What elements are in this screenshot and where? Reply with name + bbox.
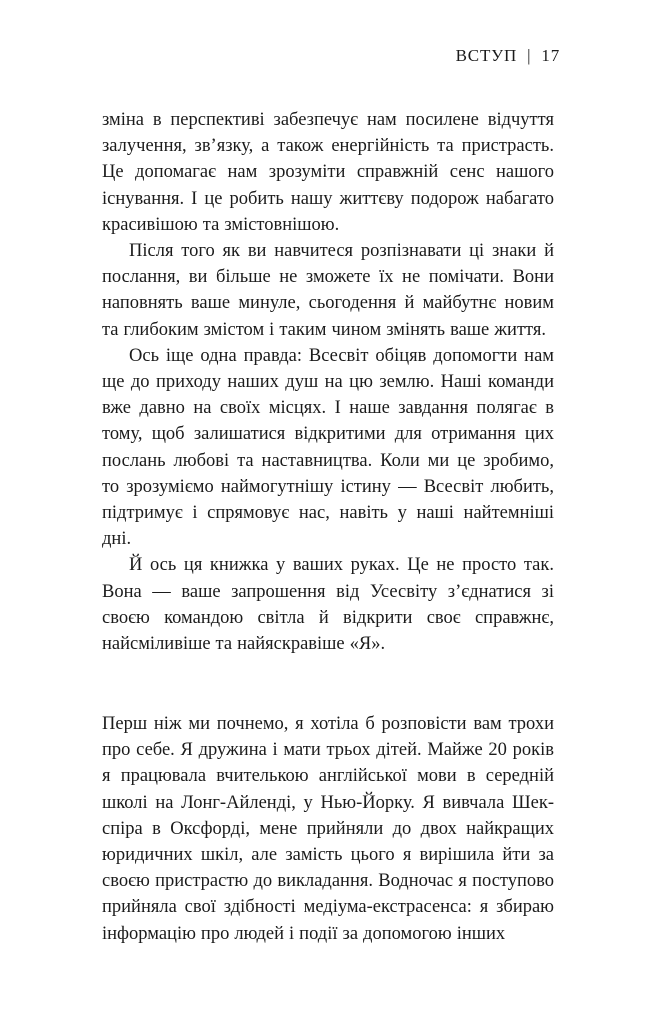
header-separator: | [527, 46, 532, 65]
section-title: ВСТУП [455, 46, 518, 65]
paragraph-continued: зміна в перспективі забезпечує нам посилене відчуття залучення, зв’язку, а також енергійність та пристрасть. Це допомагає нам зрозуміти справжній сенс нашого існування. І це робить нашу життєву подорож набагато красивішою та змістовнішою. [102, 110, 554, 235]
paragraph: Перш ніж ми почнемо, я хотіла б розповісти вам трохи про себе. Я дружина і мати трьох дітей. Майже 20 років я працювала вчителькою англійської мови в середній школі на Лонг-Айленді, у Нью-Йорку. Я вивчала Шекспіра в Оксфорді, мене прийняли до двох найкращих юридичних шкіл, але замість цього я вирішила йти за своєю пристрастю до викладання. Водночас я поступово прийняла свої здібності медіума-екстрасенса: я збираю інформацію про людей і події за допомогою інших [102, 714, 554, 944]
body-text-section-1 [102, 107, 554, 657]
body-text-section-2 [102, 711, 554, 947]
paragraph: Й ось ця книжка у ваших руках. Це не просто так. Вона — ваше запрошення від Усесвіту з’єднатися зі своєю командою світла й відкрити своє справжнє, найсміливіше та найяскравіше «Я». [102, 555, 554, 655]
running-header [456, 46, 560, 66]
paragraph: Ось іще одна правда: Всесвіт обіцяв допомогти нам ще до приходу наших душ на цю землю. Наші команди вже давно на своїх місцях. І наше завдання полягає в тому, щоб залишатися відкритими для отримання цих послань любові та наставництва. Коли ми це зробимо, то зрозуміємо наймогутнішу істину — Всесвіт любить, підтримує і спрямовує нас, навіть у наші найтемніші дні. [102, 345, 554, 550]
page-number: 17 [541, 46, 560, 65]
paragraph: Після того як ви навчитеся розпізнавати ці знаки й послання, ви більше не зможете їх не помічати. Вони наповнять ваше минуле, сьогодення й майбутнє новим та глибоким змістом і таким чином змінять ваше життя. [102, 241, 554, 340]
